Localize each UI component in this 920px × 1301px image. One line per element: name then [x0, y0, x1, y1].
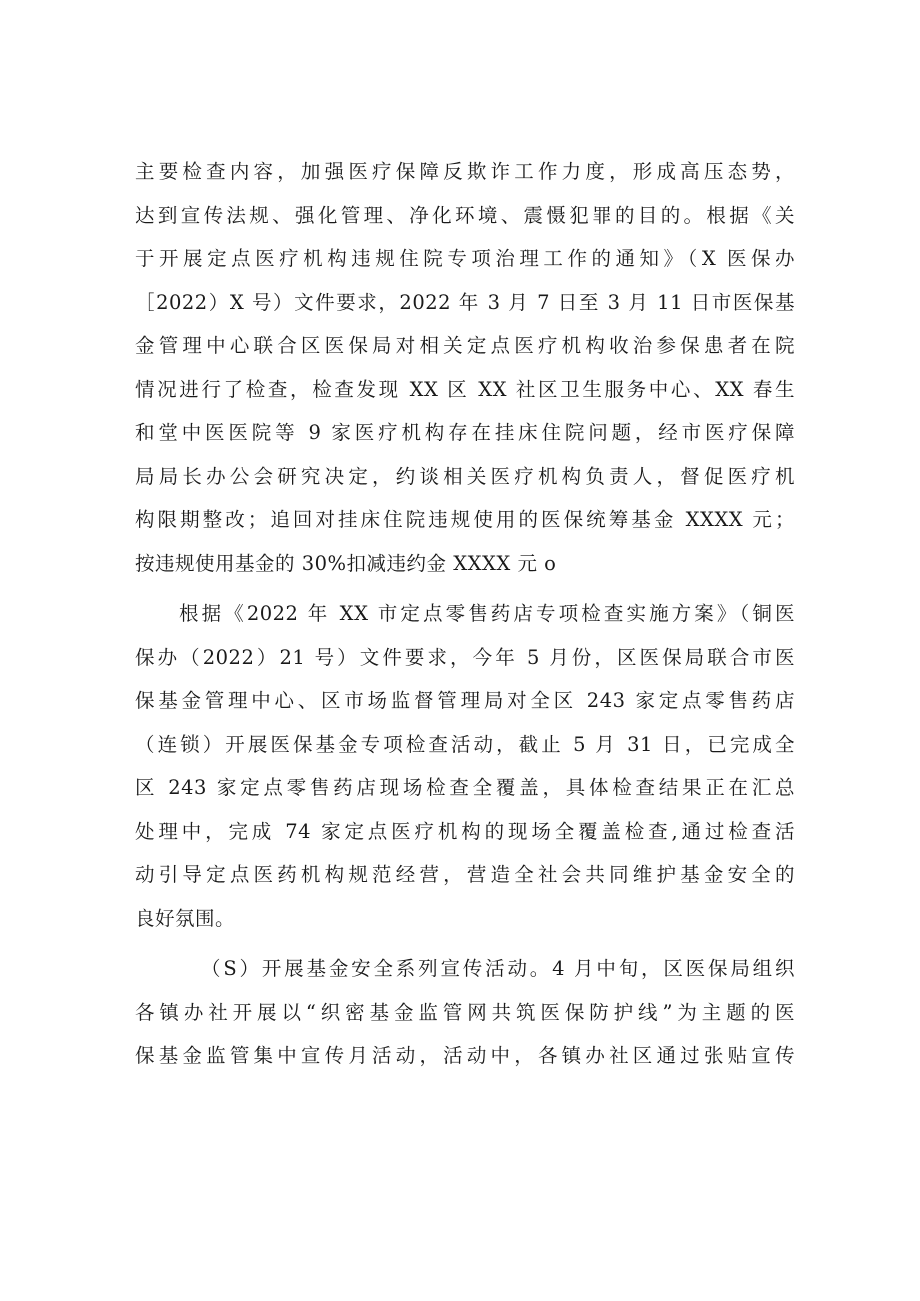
text-line: 各镇办社开展以“织密基金监管网共筑医保防护线”为主题的医 [135, 1000, 795, 1024]
paragraph [135, 592, 795, 940]
text-line: 和堂中医医院等 9 家医疗机构存在挂床住院问题，经市医疗保障 [135, 421, 795, 444]
text-line: 良好氛围。 [135, 906, 236, 930]
text-line: 情况进行了检查，检查发现 XX 区 XX 社区卫生服务中心、XX 春生 [135, 377, 795, 401]
text-line: 动引导定点医药机构规范经营，营造全社会共同维护基金安全的 [135, 863, 795, 886]
document-body [135, 150, 795, 1078]
text-line: 主要检查内容，加强医疗保障反欺诈工作力度，形成高压态势， [135, 160, 795, 183]
text-line: 达到宣传法规、强化管理、净化环境、震慑犯罪的目的。根据《关 [135, 203, 795, 227]
paragraph [135, 947, 795, 1078]
text-line: 保基金监管集中宣传月活动，活动中，各镇办社区通过张贴宣传 [135, 1044, 795, 1067]
text-line: （S）开展基金安全系列宣传活动。4 月中旬，区医保局组织 [201, 957, 795, 980]
text-line: 金管理中心联合区医保局对相关定点医疗机构收治参保患者在院 [135, 334, 795, 357]
text-line: （连锁）开展医保基金专项检查活动，截止 5 月 31 日，已完成全 [135, 732, 795, 756]
text-line: 根据《2022 年 XX 市定点零售药店专项检查实施方案》（铜医 [179, 602, 795, 625]
text-line: 构限期整改；追回对挂床住院违规使用的医保统筹基金 XXXX 元； [135, 508, 795, 531]
text-line: 区 243 家定点零售药店现场检查全覆盖，具体检查结果正在汇总 [135, 776, 795, 799]
text-line: 局局长办公会研究决定，约谈相关医疗机构负责人，督促医疗机 [135, 464, 795, 488]
text-line: 保办（2022）21 号）文件要求，今年 5 月份，区医保局联合市医 [135, 645, 795, 669]
text-line: 按违规使用基金的 30%扣减违约金 XXXX 元 o [135, 551, 557, 575]
text-line: 处理中，完成 74 家定点医疗机构的现场全覆盖检查,通过检查活 [135, 819, 795, 843]
text-line: 保基金管理中心、区市场监督管理局对全区 243 家定点零售药店 [135, 689, 795, 712]
text-line: 于开展定点医疗机构违规住院专项治理工作的通知》（X 医保办 [135, 247, 795, 270]
paragraph [135, 150, 795, 585]
text-line: ［2022）X 号）文件要求，2022 年 3 月 7 日至 3 月 11 日市医保基 [135, 290, 795, 314]
